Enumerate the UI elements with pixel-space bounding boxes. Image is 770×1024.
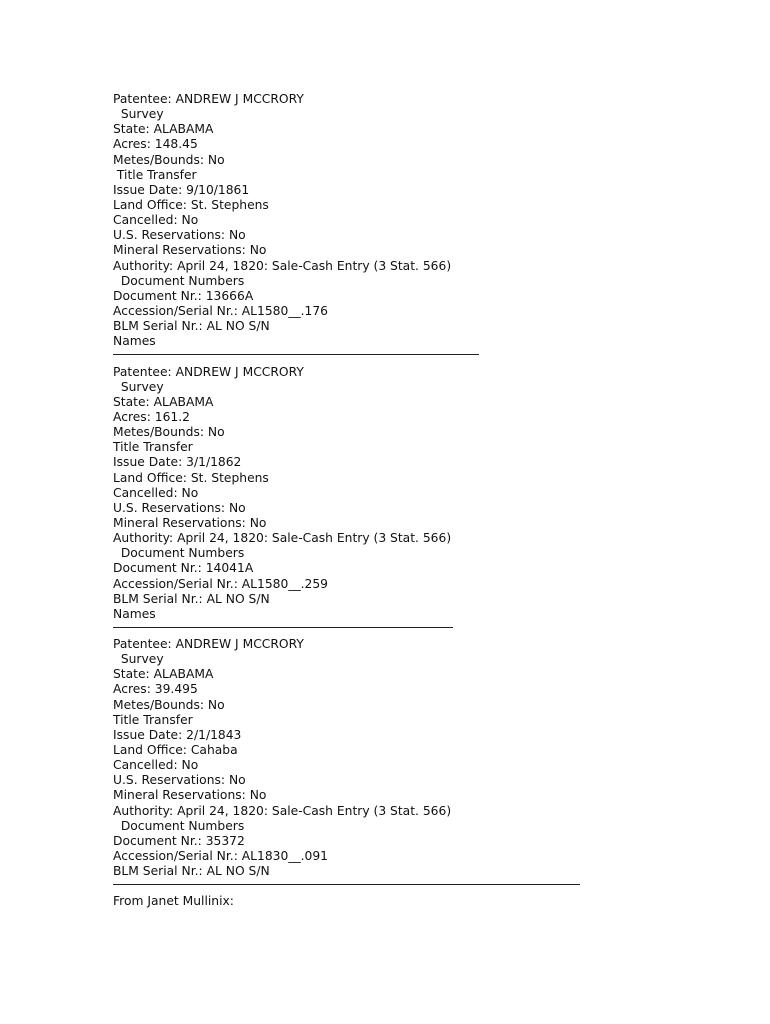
survey-heading: Survey bbox=[113, 379, 164, 394]
title-transfer-heading: Title Transfer bbox=[113, 167, 197, 182]
acres-line: Acres: 39.495 bbox=[113, 682, 198, 697]
horizontal-rule bbox=[113, 884, 580, 885]
patent-record-3 bbox=[113, 637, 733, 879]
accession-line: Accession/Serial Nr.: AL1580__.176 bbox=[113, 303, 328, 318]
patentee-line: Patentee: ANDREW J MCCRORY bbox=[113, 364, 304, 379]
document-nr-line: Document Nr.: 35372 bbox=[113, 833, 245, 848]
title-transfer-heading: Title Transfer bbox=[113, 440, 193, 455]
accession-line: Accession/Serial Nr.: AL1580__.259 bbox=[113, 576, 328, 591]
horizontal-rule bbox=[113, 627, 453, 628]
separator-1 bbox=[113, 349, 733, 364]
document-body bbox=[113, 92, 733, 910]
state-line: State: ALABAMA bbox=[113, 667, 214, 682]
authority-line: Authority: April 24, 1820: Sale-Cash Entry (3 Stat. 566) bbox=[113, 258, 452, 273]
mineral-reservations-line: Mineral Reservations: No bbox=[113, 515, 267, 530]
title-transfer-heading: Title Transfer bbox=[113, 712, 193, 727]
cancelled-line: Cancelled: No bbox=[113, 758, 199, 773]
acres-line: Acres: 161.2 bbox=[113, 409, 190, 424]
state-line: State: ALABAMA bbox=[113, 394, 214, 409]
metes-bounds-line: Metes/Bounds: No bbox=[113, 152, 225, 167]
issue-date-line: Issue Date: 9/10/1861 bbox=[113, 182, 250, 197]
names-heading: Names bbox=[113, 334, 156, 349]
accession-line: Accession/Serial Nr.: AL1830__.091 bbox=[113, 849, 328, 864]
authority-line: Authority: April 24, 1820: Sale-Cash Entry (3 Stat. 566) bbox=[113, 531, 452, 546]
document-numbers-heading: Document Numbers bbox=[113, 273, 245, 288]
horizontal-rule bbox=[113, 354, 479, 355]
blm-serial-line: BLM Serial Nr.: AL NO S/N bbox=[113, 319, 270, 334]
metes-bounds-line: Metes/Bounds: No bbox=[113, 425, 225, 440]
survey-heading: Survey bbox=[113, 107, 164, 122]
document-nr-line: Document Nr.: 13666A bbox=[113, 288, 254, 303]
patent-record-2 bbox=[113, 365, 733, 622]
blm-serial-line: BLM Serial Nr.: AL NO S/N bbox=[113, 591, 270, 606]
patent-record-1 bbox=[113, 92, 733, 349]
patentee-line: Patentee: ANDREW J MCCRORY bbox=[113, 637, 304, 652]
document-numbers-heading: Document Numbers bbox=[113, 546, 245, 561]
separator-3 bbox=[113, 879, 733, 894]
issue-date-line: Issue Date: 2/1/1843 bbox=[113, 727, 242, 742]
authority-line: Authority: April 24, 1820: Sale-Cash Entry (3 Stat. 566) bbox=[113, 803, 452, 818]
land-office-line: Land Office: St. Stephens bbox=[113, 197, 269, 212]
patentee-line: Patentee: ANDREW J MCCRORY bbox=[113, 92, 304, 106]
mineral-reservations-line: Mineral Reservations: No bbox=[113, 788, 267, 803]
acres-line: Acres: 148.45 bbox=[113, 137, 198, 152]
us-reservations-line: U.S. Reservations: No bbox=[113, 228, 246, 243]
cancelled-line: Cancelled: No bbox=[113, 213, 199, 228]
issue-date-line: Issue Date: 3/1/1862 bbox=[113, 455, 242, 470]
mineral-reservations-line: Mineral Reservations: No bbox=[113, 243, 267, 258]
blm-serial-line: BLM Serial Nr.: AL NO S/N bbox=[113, 864, 270, 879]
us-reservations-line: U.S. Reservations: No bbox=[113, 773, 246, 788]
document-numbers-heading: Document Numbers bbox=[113, 818, 245, 833]
names-heading: Names bbox=[113, 606, 156, 621]
separator-2 bbox=[113, 622, 733, 637]
from-attribution: From Janet Mullinix: bbox=[113, 894, 234, 909]
survey-heading: Survey bbox=[113, 652, 164, 667]
cancelled-line: Cancelled: No bbox=[113, 485, 199, 500]
land-office-line: Land Office: St. Stephens bbox=[113, 470, 269, 485]
state-line: State: ALABAMA bbox=[113, 122, 214, 137]
metes-bounds-line: Metes/Bounds: No bbox=[113, 697, 225, 712]
land-office-line: Land Office: Cahaba bbox=[113, 743, 238, 758]
document-nr-line: Document Nr.: 14041A bbox=[113, 561, 254, 576]
us-reservations-line: U.S. Reservations: No bbox=[113, 500, 246, 515]
